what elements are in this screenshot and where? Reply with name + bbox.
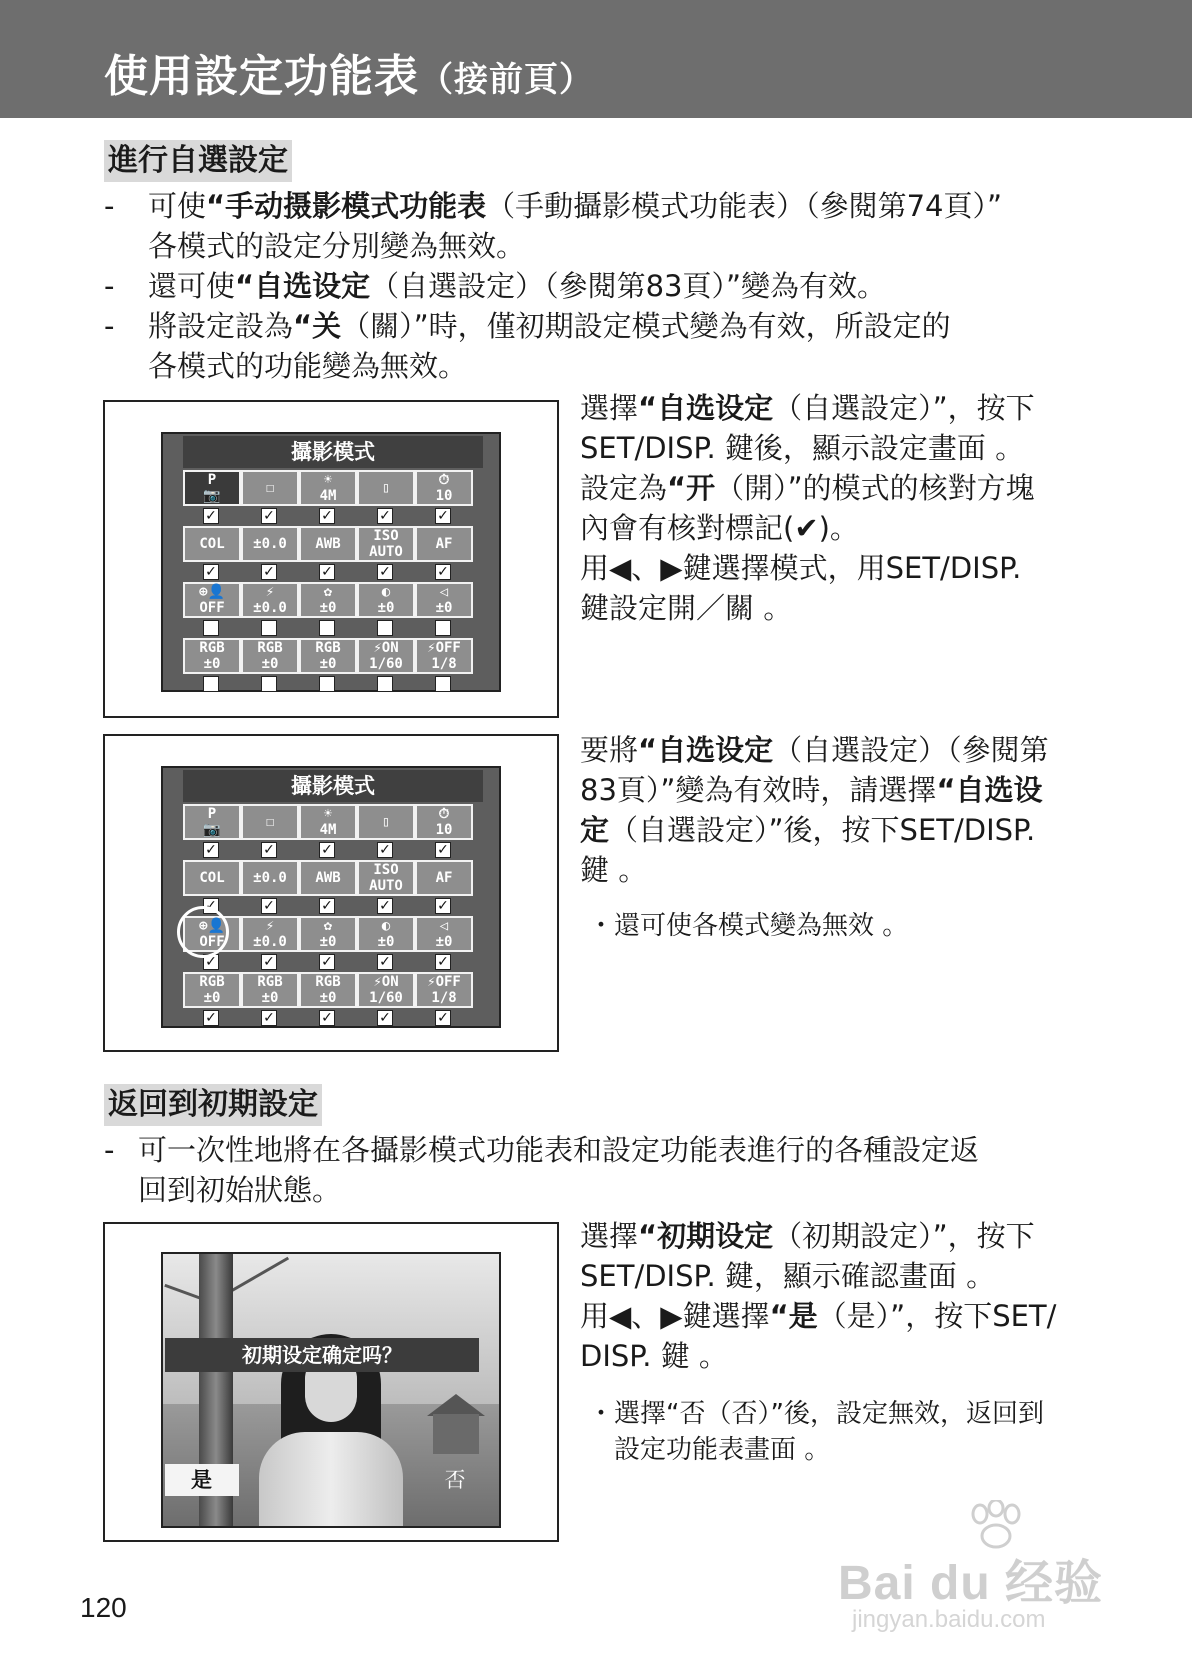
mode-cell[interactable]: ⏱ 10	[415, 804, 473, 840]
mode-cell[interactable]: ◐ ±0	[357, 916, 415, 952]
mode-cell[interactable]: ☐	[241, 804, 299, 840]
mode-cell[interactable]: AF	[415, 526, 473, 562]
mode-cell[interactable]: ▯	[357, 470, 415, 506]
mode-cell[interactable]: RGB ±0	[183, 972, 241, 1008]
mode-checkbox[interactable]: ✓	[261, 508, 277, 524]
mode-cell[interactable]: RGB ±0	[241, 638, 299, 674]
mode-checkbox[interactable]: ✓	[435, 508, 451, 524]
screenshot-frame-2	[103, 734, 559, 1052]
lcd-shooting-mode-screen	[161, 766, 501, 1028]
mode-cell[interactable]: P 📷	[183, 804, 241, 840]
mode-checkbox[interactable]: ✓	[319, 954, 335, 970]
mode-cell[interactable]: ☀ 4M	[299, 470, 357, 506]
confirm-question: 初期设定确定吗？	[165, 1338, 479, 1372]
mode-checkbox[interactable]: ✓	[203, 1010, 219, 1026]
no-button[interactable]: 否	[444, 1468, 466, 1492]
mode-cell[interactable]: AF	[415, 860, 473, 896]
mode-checkbox[interactable]: ✓	[203, 508, 219, 524]
description-select-custom: 選擇“自选设定（自選設定）”，按下 SET/DISP. 鍵後，顯示設定畫面 。 設定為“开（開）”的模式的核對方塊 內會有核對標記(✔)。 用◀、▶鍵選擇模式，用SET/DISP. 鍵設定開／關 。	[580, 391, 1035, 625]
watermark-domain: jingyan.baidu.com	[852, 1606, 1046, 1633]
mode-checkbox[interactable]	[319, 676, 335, 692]
page-subtitle: （接前頁）	[419, 60, 594, 100]
mode-checkbox[interactable]: ✓	[319, 508, 335, 524]
mode-checkbox[interactable]: ✓	[435, 898, 451, 914]
mode-cell[interactable]: ISO AUTO	[357, 860, 415, 896]
mode-checkbox[interactable]	[319, 620, 335, 636]
mode-checkbox[interactable]: ✓	[319, 898, 335, 914]
lcd-title: 攝影模式	[183, 436, 483, 468]
mode-checkbox[interactable]: ✓	[261, 954, 277, 970]
mode-cell[interactable]: ±0.0	[241, 526, 299, 562]
mode-checkbox[interactable]: ✓	[203, 564, 219, 580]
mode-cell[interactable]: COL	[183, 526, 241, 562]
mode-cell[interactable]: ISO AUTO	[357, 526, 415, 562]
mode-cell[interactable]: ⚡ON 1/60	[357, 638, 415, 674]
mode-checkbox[interactable]	[377, 620, 393, 636]
mode-checkbox[interactable]	[203, 620, 219, 636]
mode-checkbox[interactable]: ✓	[377, 842, 393, 858]
mode-checkbox[interactable]: ✓	[261, 898, 277, 914]
mode-cell[interactable]: ✿ ±0	[299, 916, 357, 952]
lcd-shooting-mode-screen	[161, 432, 501, 692]
watermark-brand: Bai du 经验	[838, 1557, 1104, 1610]
mode-cell[interactable]: ⚡ ±0.0	[241, 582, 299, 618]
mode-checkbox[interactable]: ✓	[319, 842, 335, 858]
mode-cell[interactable]: ⊕👤 OFF	[183, 582, 241, 618]
mode-cell[interactable]: AWB	[299, 526, 357, 562]
page-header	[0, 0, 1192, 118]
mode-checkbox[interactable]: ✓	[261, 564, 277, 580]
mode-checkbox[interactable]: ✓	[319, 1010, 335, 1026]
mode-cell[interactable]: ⊕👤 OFF	[183, 916, 241, 952]
reset-confirm-screen	[161, 1252, 501, 1528]
mode-cell[interactable]: ⏱ 10	[415, 470, 473, 506]
mode-checkbox[interactable]	[203, 676, 219, 692]
mode-checkbox[interactable]: ✓	[203, 898, 219, 914]
mode-cell[interactable]: ▯	[357, 804, 415, 840]
section-heading-reset: 返回到初期設定	[104, 1084, 322, 1126]
yes-button[interactable]: 是	[165, 1464, 239, 1496]
photo-house	[433, 1414, 479, 1454]
mode-checkbox[interactable]	[261, 676, 277, 692]
mode-cell[interactable]: ◁ ±0	[415, 916, 473, 952]
mode-cell[interactable]: ◁ ±0	[415, 582, 473, 618]
mode-checkbox[interactable]: ✓	[203, 842, 219, 858]
mode-cell[interactable]: COL	[183, 860, 241, 896]
mode-checkbox[interactable]: ✓	[435, 842, 451, 858]
mode-cell[interactable]: ☀ 4M	[299, 804, 357, 840]
watermark	[838, 1500, 1138, 1633]
mode-cell[interactable]: RGB ±0	[241, 972, 299, 1008]
mode-cell[interactable]: P 📷	[183, 470, 241, 506]
mode-checkbox[interactable]: ✓	[435, 1010, 451, 1026]
mode-cell[interactable]: RGB ±0	[299, 972, 357, 1008]
mode-cell[interactable]: ☐	[241, 470, 299, 506]
mode-checkbox[interactable]: ✓	[377, 954, 393, 970]
mode-checkbox[interactable]: ✓	[435, 954, 451, 970]
mode-cell[interactable]: ⚡OFF 1/8	[415, 638, 473, 674]
bullet-item: - 還可使“自选设定（自選設定）（參閱第83頁）”變為有效。	[104, 269, 887, 303]
screenshot-frame-3	[103, 1222, 559, 1542]
mode-cell[interactable]: ⚡ON 1/60	[357, 972, 415, 1008]
paw-icon	[966, 1500, 1026, 1550]
mode-cell[interactable]: ⚡ ±0.0	[241, 916, 299, 952]
mode-checkbox[interactable]: ✓	[377, 1010, 393, 1026]
bullet-item: - 將設定設為“关（關）”時，僅初期設定模式變為有效，所設定的 各模式的功能變為無效。	[104, 309, 951, 383]
mode-cell[interactable]: ◐ ±0	[357, 582, 415, 618]
mode-cell[interactable]: RGB ±0	[183, 638, 241, 674]
photo-person-coat	[259, 1432, 403, 1528]
screenshot-frame-1	[103, 400, 559, 718]
description-reset: 選擇“初期设定（初期設定）”，按下 SET/DISP. 鍵，顯示確認畫面 。 用◀、▶鍵選擇“是（是）”，按下SET/ DISP. 鍵 。	[580, 1219, 1057, 1373]
mode-checkbox[interactable]: ✓	[435, 564, 451, 580]
mode-cell[interactable]: ⚡OFF 1/8	[415, 972, 473, 1008]
page-number: 120	[80, 1592, 127, 1623]
mode-cell[interactable]: AWB	[299, 860, 357, 896]
mode-cell[interactable]: ✿ ±0	[299, 582, 357, 618]
mode-checkbox[interactable]: ✓	[319, 564, 335, 580]
mode-checkbox[interactable]: ✓	[377, 898, 393, 914]
mode-cell[interactable]: ±0.0	[241, 860, 299, 896]
mode-checkbox[interactable]	[435, 620, 451, 636]
bullet-item: - 可使“手动摄影模式功能表（手動攝影模式功能表）（參閱第74頁）” 各模式的設定分別變為無效。	[104, 189, 1003, 263]
description-enable-custom: 要將“自选设定（自選設定）（參閱第 83頁）”變為有效時，請選擇“自选设 定（自選設定）”後，按下SET/DISP. 鍵 。	[580, 733, 1049, 887]
mode-checkbox[interactable]: ✓	[377, 564, 393, 580]
mode-checkbox[interactable]	[261, 620, 277, 636]
mode-checkbox[interactable]: ✓	[261, 842, 277, 858]
mode-checkbox[interactable]	[377, 676, 393, 692]
lcd-title: 攝影模式	[183, 770, 483, 802]
mode-checkbox[interactable]	[435, 676, 451, 692]
note-disable-modes: ・ 還可使各模式變為無效 。	[588, 911, 909, 941]
bullet-item: - 可一次性地將在各攝影模式功能表和設定功能表進行的各種設定返 回到初始狀態。	[104, 1133, 980, 1207]
photo-house-roof	[427, 1394, 485, 1416]
selection-circle	[177, 906, 229, 958]
mode-checkbox[interactable]: ✓	[203, 954, 219, 970]
page-title: 使用設定功能表（接前頁）	[104, 51, 594, 102]
mode-cell[interactable]: RGB ±0	[299, 638, 357, 674]
mode-checkbox[interactable]: ✓	[377, 508, 393, 524]
section-heading-custom-settings: 進行自選設定	[104, 140, 292, 182]
mode-checkbox[interactable]: ✓	[261, 1010, 277, 1026]
note-cancel-reset: ・ 選擇“否（否）”後，設定無效，返回到 設定功能表畫面 。	[588, 1399, 1044, 1465]
